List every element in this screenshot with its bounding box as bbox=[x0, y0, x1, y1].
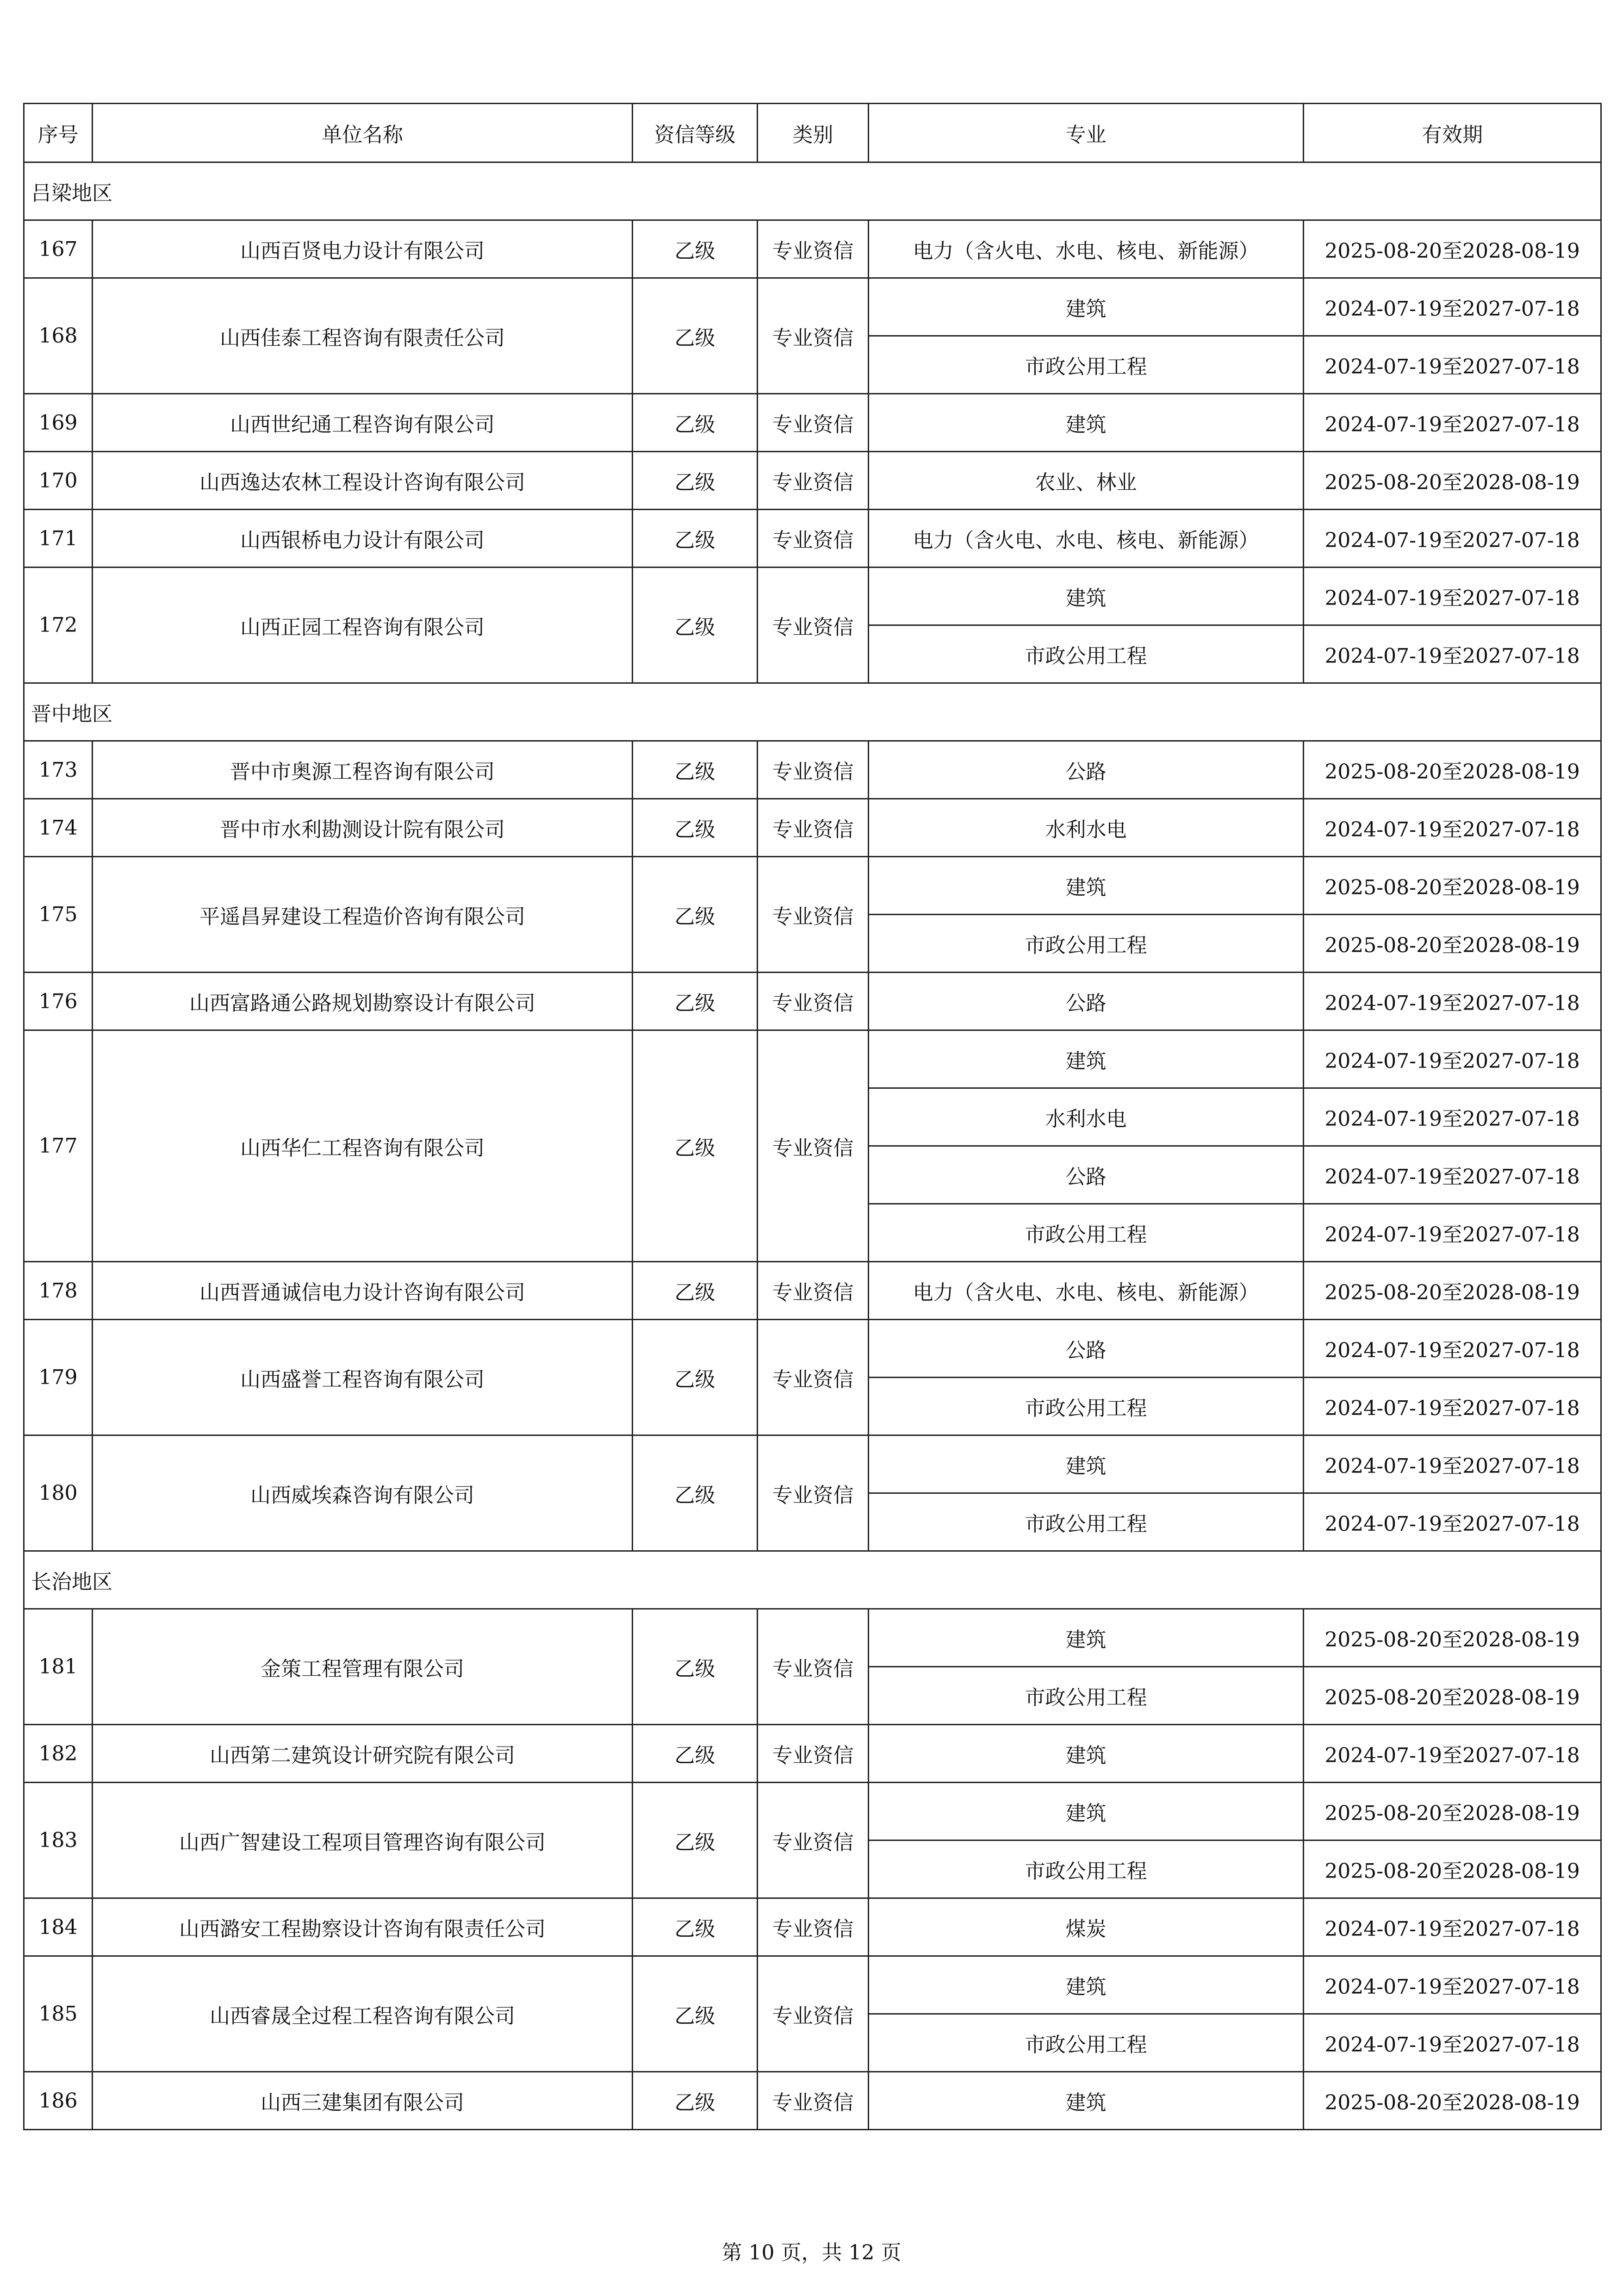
specialty-cell: 建筑 bbox=[869, 1783, 1304, 1841]
header-grade: 资信等级 bbox=[633, 104, 758, 162]
table-row bbox=[24, 1783, 1601, 1841]
row-number: 177 bbox=[24, 1030, 93, 1262]
validity-cell: 2025-08-20至2028-08-19 bbox=[1304, 857, 1601, 915]
specialty-cell: 公路 bbox=[869, 1146, 1304, 1204]
qualification-grade: 乙级 bbox=[633, 1609, 758, 1725]
qualification-category: 专业资信 bbox=[758, 1435, 869, 1551]
validity-cell: 2025-08-20至2028-08-19 bbox=[1304, 1841, 1601, 1898]
qualification-grade: 乙级 bbox=[633, 394, 758, 452]
qualification-grade: 乙级 bbox=[633, 1435, 758, 1551]
row-number: 178 bbox=[24, 1262, 93, 1320]
qualification-category: 专业资信 bbox=[758, 799, 869, 857]
table-body bbox=[24, 162, 1601, 2130]
region-row bbox=[24, 1551, 1601, 1609]
qualification-grade: 乙级 bbox=[633, 857, 758, 973]
row-number: 185 bbox=[24, 1956, 93, 2072]
table-row bbox=[24, 278, 1601, 336]
validity-cell: 2025-08-20至2028-08-19 bbox=[1304, 1783, 1601, 1841]
company-name: 山西银桥电力设计有限公司 bbox=[93, 510, 633, 568]
validity-cell: 2024-07-19至2027-07-18 bbox=[1304, 510, 1601, 568]
table-row bbox=[24, 2072, 1601, 2130]
qualification-category: 专业资信 bbox=[758, 1609, 869, 1725]
table-row bbox=[24, 1320, 1601, 1378]
row-number: 186 bbox=[24, 2072, 93, 2130]
specialty-cell: 电力（含火电、水电、核电、新能源） bbox=[869, 1262, 1304, 1320]
validity-cell: 2025-08-20至2028-08-19 bbox=[1304, 452, 1601, 510]
table-row bbox=[24, 510, 1601, 568]
specialty-cell: 公路 bbox=[869, 1320, 1304, 1378]
header-row bbox=[24, 104, 1601, 162]
row-number: 184 bbox=[24, 1898, 93, 1956]
row-number: 168 bbox=[24, 278, 93, 394]
validity-cell: 2024-07-19至2027-07-18 bbox=[1304, 799, 1601, 857]
validity-cell: 2024-07-19至2027-07-18 bbox=[1304, 1146, 1601, 1204]
specialty-cell: 建筑 bbox=[869, 1609, 1304, 1667]
company-name: 山西三建集团有限公司 bbox=[93, 2072, 633, 2130]
row-number: 170 bbox=[24, 452, 93, 510]
validity-cell: 2024-07-19至2027-07-18 bbox=[1304, 1493, 1601, 1551]
table-row bbox=[24, 973, 1601, 1030]
header-no: 序号 bbox=[24, 104, 93, 162]
qualification-category: 专业资信 bbox=[758, 741, 869, 799]
specialty-cell: 水利水电 bbox=[869, 1088, 1304, 1146]
header-category: 类别 bbox=[758, 104, 869, 162]
qualification-category: 专业资信 bbox=[758, 1320, 869, 1435]
qualification-grade: 乙级 bbox=[633, 1956, 758, 2072]
qualification-category: 专业资信 bbox=[758, 394, 869, 452]
specialty-cell: 市政公用工程 bbox=[869, 1841, 1304, 1898]
table-row bbox=[24, 568, 1601, 625]
qualification-grade: 乙级 bbox=[633, 1783, 758, 1898]
company-name: 山西盛誉工程咨询有限公司 bbox=[93, 1320, 633, 1435]
qualification-category: 专业资信 bbox=[758, 510, 869, 568]
row-number: 173 bbox=[24, 741, 93, 799]
row-number: 167 bbox=[24, 220, 93, 278]
specialty-cell: 市政公用工程 bbox=[869, 915, 1304, 973]
table-row bbox=[24, 1725, 1601, 1783]
validity-cell: 2025-08-20至2028-08-19 bbox=[1304, 915, 1601, 973]
table-row bbox=[24, 741, 1601, 799]
specialty-cell: 建筑 bbox=[869, 1956, 1304, 2014]
table-row bbox=[24, 452, 1601, 510]
company-name: 山西正园工程咨询有限公司 bbox=[93, 568, 633, 683]
specialty-cell: 市政公用工程 bbox=[869, 336, 1304, 394]
page-footer: 第 10 页，共 12 页 bbox=[721, 2241, 902, 2265]
validity-cell: 2024-07-19至2027-07-18 bbox=[1304, 1030, 1601, 1088]
row-number: 182 bbox=[24, 1725, 93, 1783]
region-row bbox=[24, 162, 1601, 220]
validity-cell: 2024-07-19至2027-07-18 bbox=[1304, 568, 1601, 625]
company-name: 山西潞安工程勘察设计咨询有限责任公司 bbox=[93, 1898, 633, 1956]
specialty-cell: 市政公用工程 bbox=[869, 625, 1304, 683]
specialty-cell: 建筑 bbox=[869, 278, 1304, 336]
validity-cell: 2025-08-20至2028-08-19 bbox=[1304, 741, 1601, 799]
company-name: 山西广智建设工程项目管理咨询有限公司 bbox=[93, 1783, 633, 1898]
company-name: 山西世纪通工程咨询有限公司 bbox=[93, 394, 633, 452]
qualification-category: 专业资信 bbox=[758, 452, 869, 510]
qualification-category: 专业资信 bbox=[758, 1783, 869, 1898]
validity-cell: 2024-07-19至2027-07-18 bbox=[1304, 1088, 1601, 1146]
row-number: 169 bbox=[24, 394, 93, 452]
validity-cell: 2024-07-19至2027-07-18 bbox=[1304, 2014, 1601, 2072]
table-row bbox=[24, 1956, 1601, 2014]
validity-cell: 2024-07-19至2027-07-18 bbox=[1304, 336, 1601, 394]
specialty-cell: 市政公用工程 bbox=[869, 1667, 1304, 1725]
specialty-cell: 市政公用工程 bbox=[869, 1378, 1304, 1435]
row-number: 172 bbox=[24, 568, 93, 683]
specialty-cell: 建筑 bbox=[869, 2072, 1304, 2130]
specialty-cell: 建筑 bbox=[869, 1725, 1304, 1783]
validity-cell: 2024-07-19至2027-07-18 bbox=[1304, 394, 1601, 452]
qualification-category: 专业资信 bbox=[758, 1956, 869, 2072]
specialty-cell: 公路 bbox=[869, 741, 1304, 799]
table-row bbox=[24, 1435, 1601, 1493]
row-number: 176 bbox=[24, 973, 93, 1030]
qualification-category: 专业资信 bbox=[758, 857, 869, 973]
company-name: 山西佳泰工程咨询有限责任公司 bbox=[93, 278, 633, 394]
qualification-grade: 乙级 bbox=[633, 973, 758, 1030]
company-name: 山西百贤电力设计有限公司 bbox=[93, 220, 633, 278]
region-label: 吕梁地区 bbox=[24, 162, 1601, 220]
company-name: 山西威埃森咨询有限公司 bbox=[93, 1435, 633, 1551]
specialty-cell: 建筑 bbox=[869, 1030, 1304, 1088]
company-name: 山西第二建筑设计研究院有限公司 bbox=[93, 1725, 633, 1783]
qualification-grade: 乙级 bbox=[633, 1030, 758, 1262]
qualification-grade: 乙级 bbox=[633, 1320, 758, 1435]
header-name: 单位名称 bbox=[93, 104, 633, 162]
qualification-grade: 乙级 bbox=[633, 741, 758, 799]
company-name: 平遥昌昇建设工程造价咨询有限公司 bbox=[93, 857, 633, 973]
row-number: 174 bbox=[24, 799, 93, 857]
qualification-grade: 乙级 bbox=[633, 1725, 758, 1783]
validity-cell: 2024-07-19至2027-07-18 bbox=[1304, 1898, 1601, 1956]
table-row bbox=[24, 1609, 1601, 1667]
table-row bbox=[24, 1262, 1601, 1320]
qualification-grade: 乙级 bbox=[633, 452, 758, 510]
qualification-grade: 乙级 bbox=[633, 278, 758, 394]
qualification-category: 专业资信 bbox=[758, 220, 869, 278]
table-row bbox=[24, 857, 1601, 915]
specialty-cell: 市政公用工程 bbox=[869, 2014, 1304, 2072]
validity-cell: 2024-07-19至2027-07-18 bbox=[1304, 973, 1601, 1030]
qualification-category: 专业资信 bbox=[758, 2072, 869, 2130]
specialty-cell: 煤炭 bbox=[869, 1898, 1304, 1956]
validity-cell: 2025-08-20至2028-08-19 bbox=[1304, 1609, 1601, 1667]
validity-cell: 2024-07-19至2027-07-18 bbox=[1304, 1435, 1601, 1493]
row-number: 179 bbox=[24, 1320, 93, 1435]
table-row bbox=[24, 394, 1601, 452]
specialty-cell: 市政公用工程 bbox=[869, 1493, 1304, 1551]
qualification-grade: 乙级 bbox=[633, 568, 758, 683]
company-name: 晋中市水利勘测设计院有限公司 bbox=[93, 799, 633, 857]
region-label: 长治地区 bbox=[24, 1551, 1601, 1609]
validity-cell: 2025-08-20至2028-08-19 bbox=[1304, 1262, 1601, 1320]
row-number: 171 bbox=[24, 510, 93, 568]
row-number: 181 bbox=[24, 1609, 93, 1725]
table-row bbox=[24, 220, 1601, 278]
validity-cell: 2024-07-19至2027-07-18 bbox=[1304, 278, 1601, 336]
qualification-category: 专业资信 bbox=[758, 568, 869, 683]
specialty-cell: 电力（含火电、水电、核电、新能源） bbox=[869, 510, 1304, 568]
qualification-grade: 乙级 bbox=[633, 1262, 758, 1320]
row-number: 183 bbox=[24, 1783, 93, 1898]
validity-cell: 2024-07-19至2027-07-18 bbox=[1304, 1204, 1601, 1262]
specialty-cell: 建筑 bbox=[869, 857, 1304, 915]
qualification-grade: 乙级 bbox=[633, 220, 758, 278]
region-row bbox=[24, 683, 1601, 741]
region-label: 晋中地区 bbox=[24, 683, 1601, 741]
qualification-category: 专业资信 bbox=[758, 1262, 869, 1320]
specialty-cell: 建筑 bbox=[869, 1435, 1304, 1493]
qualification-grade: 乙级 bbox=[633, 799, 758, 857]
qualification-grade: 乙级 bbox=[633, 510, 758, 568]
qualification-category: 专业资信 bbox=[758, 1030, 869, 1262]
specialty-cell: 农业、林业 bbox=[869, 452, 1304, 510]
table-row bbox=[24, 799, 1601, 857]
row-number: 180 bbox=[24, 1435, 93, 1551]
specialty-cell: 市政公用工程 bbox=[869, 1204, 1304, 1262]
qualification-category: 专业资信 bbox=[758, 278, 869, 394]
row-number: 175 bbox=[24, 857, 93, 973]
qualification-table bbox=[23, 103, 1602, 2130]
company-name: 山西逸达农林工程设计咨询有限公司 bbox=[93, 452, 633, 510]
specialty-cell: 电力（含火电、水电、核电、新能源） bbox=[869, 220, 1304, 278]
specialty-cell: 建筑 bbox=[869, 394, 1304, 452]
company-name: 山西华仁工程咨询有限公司 bbox=[93, 1030, 633, 1262]
specialty-cell: 建筑 bbox=[869, 568, 1304, 625]
company-name: 山西睿晟全过程工程咨询有限公司 bbox=[93, 1956, 633, 2072]
table-row bbox=[24, 1030, 1601, 1088]
validity-cell: 2024-07-19至2027-07-18 bbox=[1304, 1956, 1601, 2014]
header-specialty: 专业 bbox=[869, 104, 1304, 162]
specialty-cell: 水利水电 bbox=[869, 799, 1304, 857]
validity-cell: 2024-07-19至2027-07-18 bbox=[1304, 1725, 1601, 1783]
qualification-grade: 乙级 bbox=[633, 1898, 758, 1956]
company-name: 金策工程管理有限公司 bbox=[93, 1609, 633, 1725]
table-row bbox=[24, 1898, 1601, 1956]
qualification-grade: 乙级 bbox=[633, 2072, 758, 2130]
validity-cell: 2024-07-19至2027-07-18 bbox=[1304, 625, 1601, 683]
qualification-category: 专业资信 bbox=[758, 1725, 869, 1783]
qualification-category: 专业资信 bbox=[758, 1898, 869, 1956]
validity-cell: 2024-07-19至2027-07-18 bbox=[1304, 1320, 1601, 1378]
validity-cell: 2025-08-20至2028-08-19 bbox=[1304, 1667, 1601, 1725]
company-name: 山西富路通公路规划勘察设计有限公司 bbox=[93, 973, 633, 1030]
specialty-cell: 公路 bbox=[869, 973, 1304, 1030]
validity-cell: 2025-08-20至2028-08-19 bbox=[1304, 220, 1601, 278]
validity-cell: 2024-07-19至2027-07-18 bbox=[1304, 1378, 1601, 1435]
company-name: 晋中市奥源工程咨询有限公司 bbox=[93, 741, 633, 799]
company-name: 山西晋通诚信电力设计咨询有限公司 bbox=[93, 1262, 633, 1320]
validity-cell: 2025-08-20至2028-08-19 bbox=[1304, 2072, 1601, 2130]
header-validity: 有效期 bbox=[1304, 104, 1601, 162]
qualification-category: 专业资信 bbox=[758, 973, 869, 1030]
